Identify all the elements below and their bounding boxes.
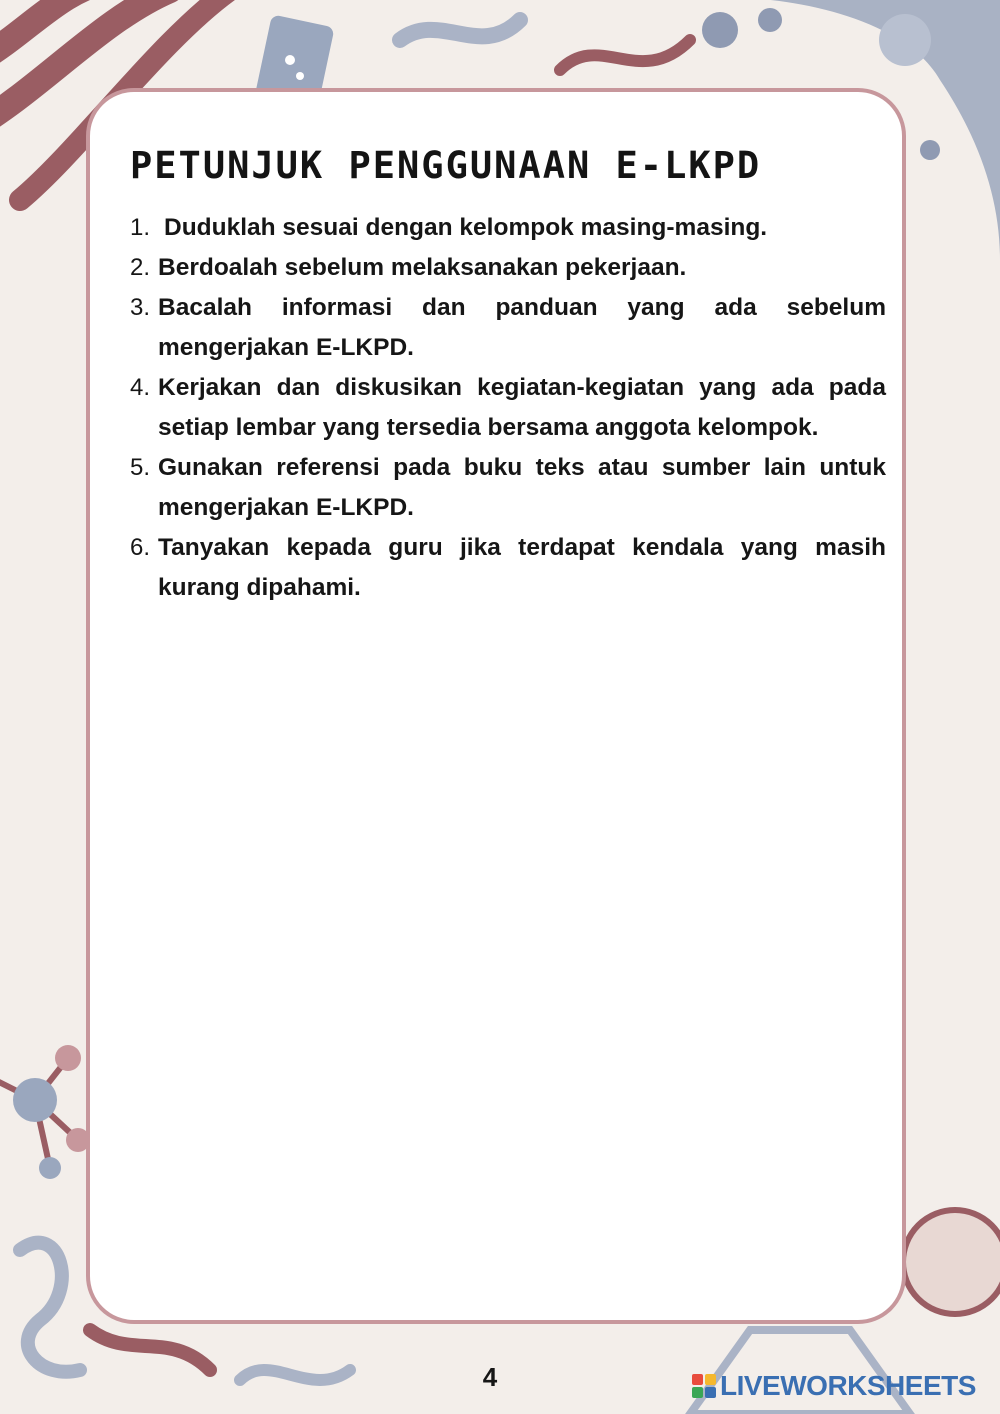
instruction-list	[130, 208, 886, 608]
instructions-card	[86, 88, 906, 1324]
watermark-text: LIVEWORKSHEETS	[720, 1370, 976, 1401]
page-number: 4	[482, 1362, 498, 1392]
step-text: Kerjakan dan diskusikan kegiatan-kegiatan yang ada pada setiap lembar yang tersedia bersama anggota kelompok.	[158, 374, 886, 441]
step-number: 1.	[130, 214, 151, 241]
liveworksheets-watermark[interactable]	[692, 1370, 976, 1402]
list-item	[130, 208, 886, 248]
step-number: 5.	[130, 454, 151, 481]
step-number: 4.	[130, 374, 151, 401]
list-item	[130, 448, 886, 528]
step-text: Tanyakan kepada guru jika terdapat kendala yang masih kurang dipahami.	[158, 534, 886, 601]
list-item	[130, 368, 886, 448]
step-text: Berdoalah sebelum melaksanakan pekerjaan.	[158, 254, 687, 281]
liveworksheets-logo-icon	[692, 1374, 716, 1398]
step-text: Bacalah informasi dan panduan yang ada sebelum mengerjakan E-LKPD.	[158, 294, 886, 361]
list-item	[130, 528, 886, 608]
step-number: 6.	[130, 534, 151, 561]
list-item	[130, 288, 886, 368]
step-text: Gunakan referensi pada buku teks atau sumber lain untuk mengerjakan E-LKPD.	[158, 454, 886, 521]
step-number: 2.	[130, 254, 151, 281]
step-text: Duduklah sesuai dengan kelompok masing-masing.	[164, 214, 768, 241]
list-item	[130, 248, 886, 288]
molecule-icon	[0, 1045, 90, 1179]
step-number: 3.	[130, 294, 151, 321]
page-title: PETUNJUK PENGGUNAAN E-LKPD	[130, 144, 762, 187]
